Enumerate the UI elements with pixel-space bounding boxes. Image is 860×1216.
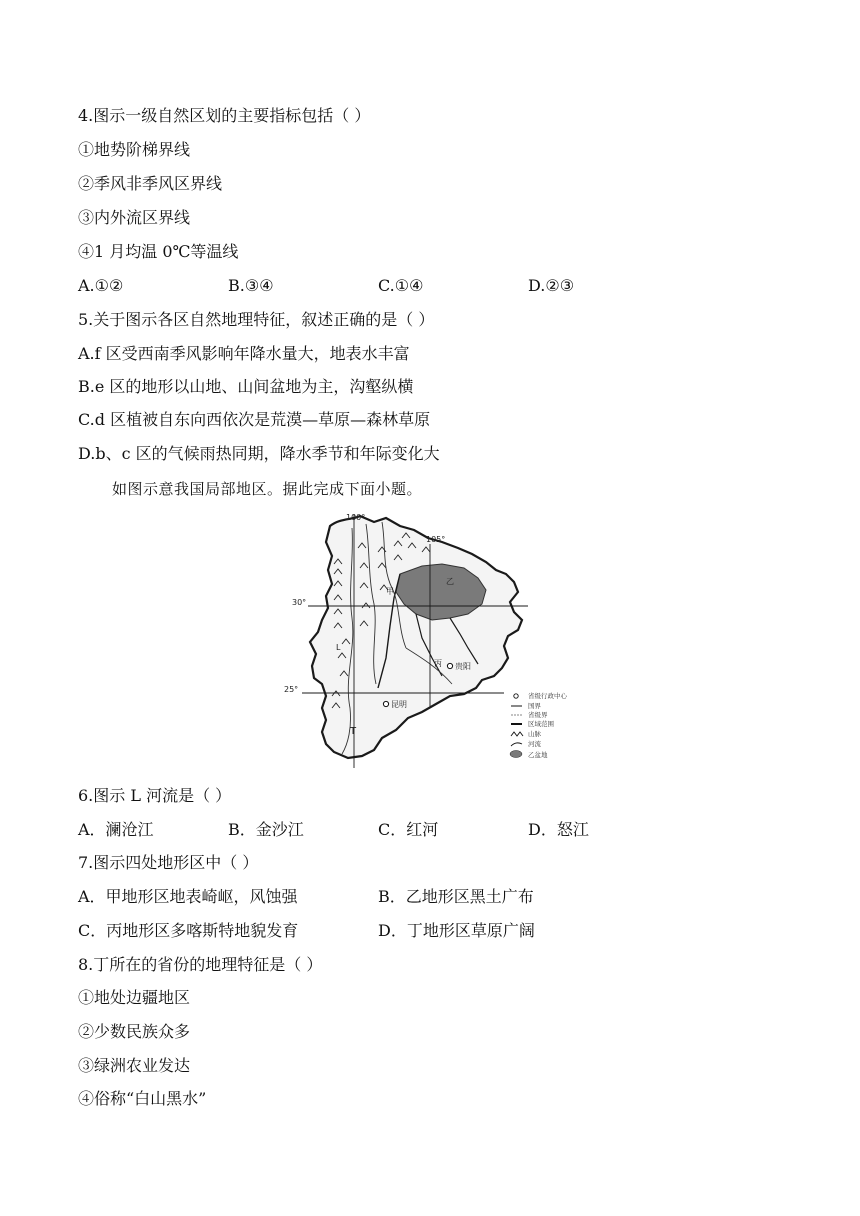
q8-item-1: ①地处边疆地区 — [78, 988, 191, 1007]
q4-item-1: ①地势阶梯界线 — [78, 140, 191, 159]
q5-option-b: B.e 区的地形以山地、山间盆地为主，沟壑纵横 — [78, 377, 414, 396]
region-label-t: T — [350, 726, 357, 737]
q4-option-c: C.①④ — [378, 276, 424, 295]
q7-option-a: A．甲地形区地表崎岖，风蚀强 — [78, 887, 298, 906]
q4-option-a: A.①② — [78, 276, 124, 295]
legend-region: 区域范围 — [528, 720, 554, 728]
region-label-jia: 甲 — [386, 587, 394, 596]
legend-basin: 乙盆地 — [528, 751, 548, 759]
q5-stem: 5.关于图示各区自然地理特征，叙述正确的是（ ） — [78, 310, 435, 329]
q6-option-a: A．澜沧江 — [78, 820, 154, 839]
q7-option-d: D．丁地形区草原广阔 — [378, 921, 535, 940]
city-marker-kunming — [383, 701, 388, 706]
q7-option-c: C．丙地形区多喀斯特地貌发育 — [78, 921, 299, 940]
city-marker-guiyang — [447, 663, 452, 668]
lon-label-100: 100° — [346, 513, 366, 522]
legend-mountain: 山脉 — [528, 730, 541, 738]
q5-option-a: A.f 区受西南季风影响年降水量大，地表水丰富 — [78, 344, 410, 363]
q7-stem: 7.图示四处地形区中（ ） — [78, 853, 259, 872]
q4-option-d: D.②③ — [528, 276, 575, 295]
q8-item-4: ④俗称“白山黑水” — [78, 1089, 207, 1108]
q4-item-3: ③内外流区界线 — [78, 208, 191, 227]
q8-item-3: ③绿洲农业发达 — [78, 1056, 191, 1075]
q4-option-b: B.③④ — [228, 276, 274, 295]
legend-national-border: 国界 — [528, 702, 541, 710]
legend-capital: 省级行政中心 — [528, 692, 567, 700]
map-intro: 如图示意我国局部地区。据此完成下面小题。 — [112, 480, 423, 498]
river-label-l: L — [336, 643, 341, 652]
q4-item-4: ④1 月均温 0℃等温线 — [78, 242, 239, 261]
q7-option-b: B．乙地形区黑土广布 — [378, 887, 534, 906]
q6-option-c: C．红河 — [378, 820, 439, 839]
q6-stem: 6.图示 L 河流是（ ） — [78, 786, 232, 805]
legend-river: 河流 — [528, 740, 541, 748]
q5-option-c: C.d 区植被自东向西依次是荒漠—草原—森林草原 — [78, 410, 431, 429]
city-label-kunming: 昆明 — [391, 700, 407, 709]
q6-option-d: D．怒江 — [528, 820, 589, 839]
region-label-bing: 丙 — [434, 659, 442, 668]
q8-stem: 8.丁所在的省份的地理特征是（ ） — [78, 955, 323, 974]
q4-stem: 4.图示一级自然区划的主要指标包括（ ） — [78, 106, 371, 125]
q6-option-b: B．金沙江 — [228, 820, 304, 839]
legend-province-border: 省级界 — [528, 711, 548, 719]
city-label-guiyang: 贵阳 — [455, 662, 471, 671]
region-map — [282, 508, 602, 774]
q4-item-2: ②季风非季风区界线 — [78, 174, 223, 193]
lat-label-30: 30° — [292, 598, 307, 607]
map-legend — [510, 691, 568, 759]
region-label-yi: 乙 — [446, 577, 454, 586]
lon-label-105: 105° — [426, 535, 446, 544]
q5-option-d: D.b、c 区的气候雨热同期，降水季节和年际变化大 — [78, 444, 440, 463]
map-boundary — [310, 516, 522, 758]
lat-label-25: 25° — [284, 685, 299, 694]
q8-item-2: ②少数民族众多 — [78, 1022, 191, 1041]
